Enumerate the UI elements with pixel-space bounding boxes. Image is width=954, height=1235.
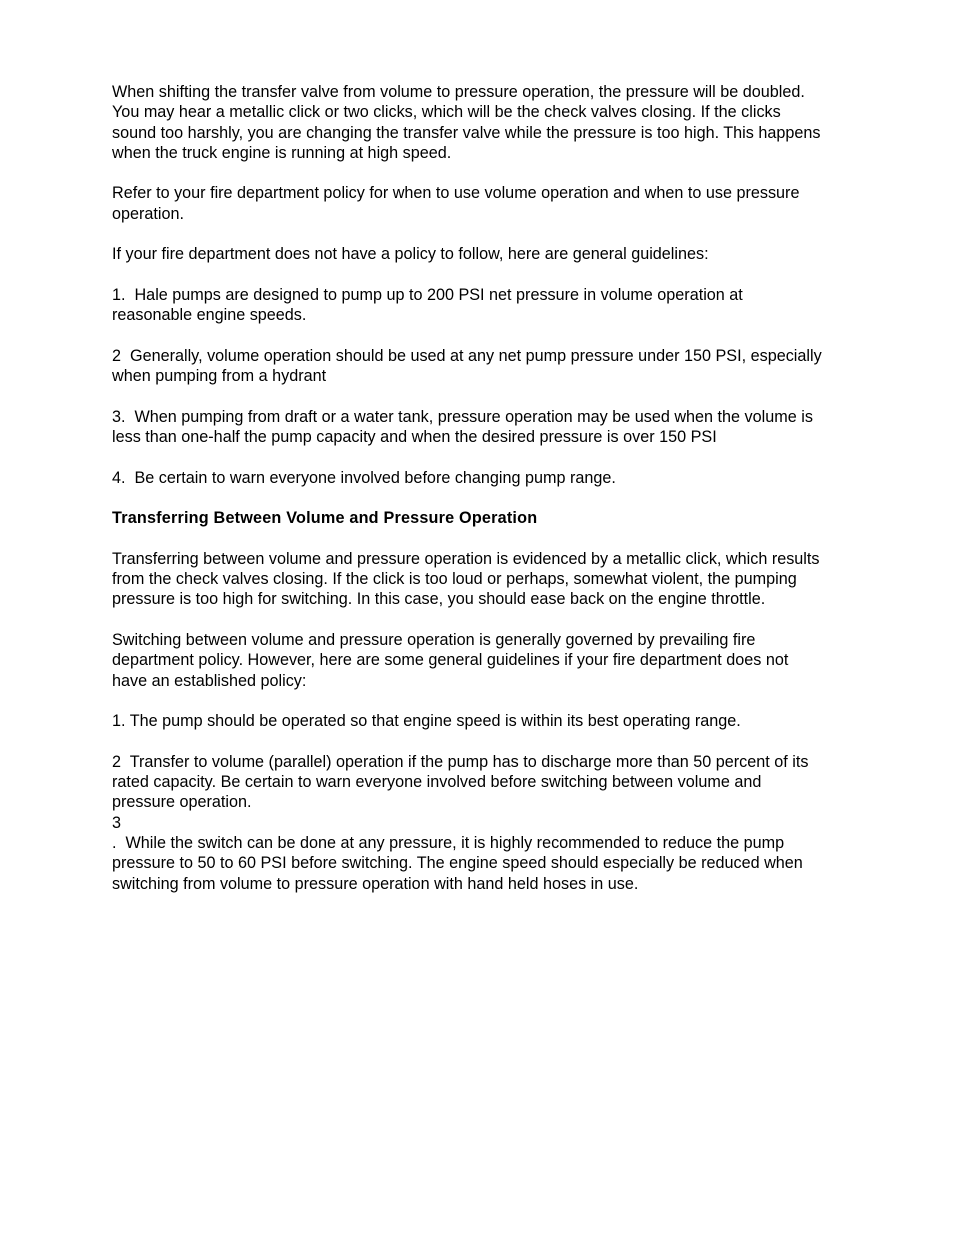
switch-guideline-item-1: 1. The pump should be operated so that engine speed is within its best operating range. [112,712,741,731]
section-heading: Transferring Between Volume and Pressure Operation [112,509,538,528]
guideline-item-2: 2 Generally, volume operation should be used at any net pump pressure under 150 PSI, especially when pumping from a hydrant [112,346,822,386]
section-paragraph-2: Switching between volume and pressure operation is generally governed by prevailing fire department policy. However, here are some general guidelines if your fire department does not have an established policy: [112,631,789,690]
guideline-item-3: 3. When pumping from draft or a water tank, pressure operation may be used when the volume is less than one-half the pump capacity and when the desired pressure is over 150 PSI [112,407,813,447]
switch-guideline-item-3-number: 3 [112,813,122,832]
intro-paragraph-3: If your fire department does not have a policy to follow, here are general guidelines: [112,245,709,264]
guideline-item-4: 4. Be certain to warn everyone involved before changing pump range. [112,468,616,487]
guideline-item-1: 1. Hale pumps are designed to pump up to 200 PSI net pressure in volume operation at reasonable engine speeds. [112,285,743,325]
intro-paragraph-1: When shifting the transfer valve from volume to pressure operation, the pressure will be doubled. You may hear a metallic click or two clicks, which will be the check valves closing. If the clicks sound too harshly, you are changing the transfer valve while the pressure is too high. This happens when the truck engine is running at high speed. [112,83,821,162]
document-page [112,82,880,914]
switch-guideline-item-2: 2 Transfer to volume (parallel) operation if the pump has to discharge more than 50 percent of its rated capacity. Be certain to warn everyone involved before switching between volume and pressure operation. [112,752,809,812]
section-paragraph-1: Transferring between volume and pressure operation is evidenced by a metallic click, which results from the check valves closing. If the click is too loud or perhaps, somewhat violent, the pumping pressure is too high for switching. In this case, you should ease back on the engine throttle. [112,549,820,609]
intro-paragraph-2: Refer to your fire department policy for when to use volume operation and when to use pressure operation. [112,184,800,223]
switch-guideline-item-3-text: . While the switch can be done at any pressure, it is highly recommended to reduce the pump pressure to 50 to 60 PSI before switching. The engine speed should especially be reduced when switching from volume to pressure operation with hand held hoses in use. [112,833,803,893]
